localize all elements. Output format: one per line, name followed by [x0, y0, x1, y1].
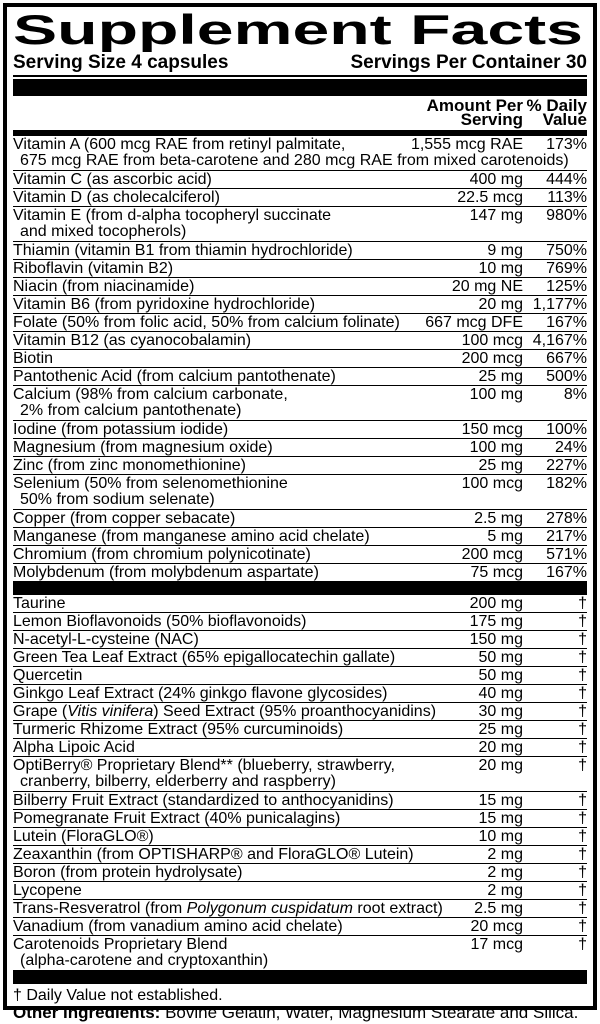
nutrient-row	[13, 721, 587, 739]
nutrient-name: Turmeric Rhizome Extract (95% curcuminoids)	[13, 721, 344, 738]
nutrient-daily-value: 278%	[546, 510, 587, 527]
nutrient-row	[13, 510, 587, 528]
nutrient-daily-value: †	[578, 810, 587, 827]
nutrient-row-line1	[13, 260, 587, 277]
nutrient-name: Manganese (from manganese amino acid chelate)	[13, 528, 370, 545]
nutrient-name: Lutein (FloraGLO®)	[13, 828, 154, 845]
nutrient-daily-value: †	[578, 613, 587, 630]
nutrient-name: Biotin	[13, 350, 54, 367]
nutrient-amount: 2 mg	[487, 846, 523, 863]
botanicals-section	[13, 595, 587, 970]
nutrient-daily-value: 750%	[546, 242, 587, 259]
nutrient-row	[13, 918, 587, 936]
title-wrap	[13, 7, 587, 52]
nutrient-name: Vitamin D (as cholecalciferol)	[13, 189, 220, 206]
nutrient-row-line1	[13, 296, 587, 313]
nutrient-amount: 30 mg	[478, 703, 523, 720]
nutrient-name: Vitamin E (from d-alpha tocopheryl succinate	[13, 207, 332, 224]
nutrient-row-line1	[13, 613, 587, 630]
nutrient-amount: 50 mg	[478, 667, 523, 684]
nutrient-name: N-acetyl-L-cysteine (NAC)	[13, 631, 199, 648]
nutrient-amount: 10 mg	[478, 828, 523, 845]
nutrient-daily-value: †	[578, 595, 587, 612]
nutrient-daily-value: †	[578, 685, 587, 702]
footnote-divider-bar	[13, 970, 587, 984]
nutrient-amount: 200 mg	[469, 595, 523, 612]
nutrient-row	[13, 613, 587, 631]
nutrient-row	[13, 136, 587, 171]
nutrient-row-line1	[13, 136, 587, 153]
nutrient-daily-value: †	[578, 667, 587, 684]
nutrient-row-line1	[13, 685, 587, 702]
nutrient-daily-value: †	[578, 631, 587, 648]
nutrient-daily-value: 167%	[546, 564, 587, 581]
nutrient-row	[13, 457, 587, 475]
nutrient-daily-value: 125%	[546, 278, 587, 295]
nutrient-daily-value: 173%	[546, 136, 587, 153]
nutrient-row-line1	[13, 757, 587, 774]
nutrient-name: Lemon Bioflavonoids (50% bioflavonoids)	[13, 613, 307, 630]
nutrient-row	[13, 386, 587, 421]
nutrient-row-line1	[13, 207, 587, 224]
nutrient-row-line1	[13, 171, 587, 188]
nutrient-daily-value: 113%	[547, 189, 587, 206]
nutrient-row-line1	[13, 546, 587, 563]
nutrient-daily-value: †	[578, 864, 587, 881]
nutrient-daily-value: †	[578, 828, 587, 845]
vitamins-minerals-section	[13, 136, 587, 581]
nutrient-name: Zeaxanthin (from OPTISHARP® and FloraGLO® Lutein)	[13, 846, 414, 863]
other-ingredients	[13, 1004, 593, 1022]
nutrient-row	[13, 810, 587, 828]
nutrient-name: Riboflavin (vitamin B2)	[13, 260, 174, 277]
nutrient-amount: 20 mg	[478, 739, 523, 756]
nutrient-row	[13, 703, 587, 721]
nutrient-row-line1	[13, 864, 587, 881]
nutrient-name: Vitamin C (as ascorbic acid)	[13, 171, 212, 188]
nutrient-amount: 10 mg	[478, 260, 523, 277]
nutrient-row	[13, 314, 587, 332]
column-headers	[13, 96, 587, 130]
nutrient-name: Lycopene	[13, 882, 82, 899]
nutrient-daily-value: 667%	[546, 350, 587, 367]
nutrient-row-line1	[13, 314, 587, 331]
nutrient-row	[13, 564, 587, 581]
nutrient-row	[13, 207, 587, 242]
nutrient-row-line1	[13, 457, 587, 474]
nutrient-row-line1	[13, 189, 587, 206]
other-ingredients-text: Bovine Gelatin, Water, Magnesium Stearate and Silica.	[160, 1003, 579, 1022]
nutrient-name-line2: (alpha-carotene and cryptoxanthin)	[20, 952, 269, 969]
nutrient-name: OptiBerry® Proprietary Blend** (blueberry, strawberry,	[13, 757, 395, 774]
nutrient-daily-value: 980%	[546, 207, 587, 224]
nutrient-name: Trans-Resveratrol (from Polygonum cuspidatum root extract)	[13, 900, 443, 917]
nutrient-row	[13, 864, 587, 882]
nutrient-daily-value: †	[578, 739, 587, 756]
nutrient-name: Thiamin (vitamin B1 from thiamin hydrochloride)	[13, 242, 353, 259]
nutrient-name: Vitamin B6 (from pyridoxine hydrochloride)	[13, 296, 316, 313]
column-header-dv-line1: % Daily	[526, 96, 587, 115]
nutrient-name: Boron (from protein hydrolysate)	[13, 864, 243, 881]
nutrient-row	[13, 936, 587, 970]
nutrient-row	[13, 439, 587, 457]
nutrient-row-line1	[13, 846, 587, 863]
nutrient-row	[13, 900, 587, 918]
nutrient-daily-value: †	[578, 882, 587, 899]
nutrient-row-line1	[13, 242, 587, 259]
nutrient-name-line2: and mixed tocopherols)	[20, 223, 187, 240]
nutrient-name: Quercetin	[13, 667, 83, 684]
nutrient-daily-value: †	[578, 900, 587, 917]
nutrient-amount: 100 mcg	[461, 475, 523, 492]
nutrient-amount: 25 mg	[478, 721, 523, 738]
nutrient-amount: 667 mcg DFE	[425, 314, 523, 331]
nutrient-name: Grape (Vitis vinifera) Seed Extract (95% proanthocyanidins)	[13, 703, 437, 720]
nutrient-amount: 15 mg	[478, 810, 523, 827]
nutrient-amount: 2 mg	[487, 864, 523, 881]
nutrient-daily-value: †	[578, 703, 587, 720]
nutrient-row	[13, 792, 587, 810]
nutrient-daily-value: †	[578, 721, 587, 738]
nutrient-row-line1	[13, 510, 587, 527]
nutrient-row-line1	[13, 667, 587, 684]
daily-value-footnote: † Daily Value not established.	[13, 987, 223, 1004]
nutrient-daily-value: 8%	[563, 386, 587, 403]
nutrient-daily-value: 167%	[546, 314, 587, 331]
nutrient-name: Vanadium (from vanadium amino acid chelate)	[13, 918, 343, 935]
nutrient-row-line1	[13, 368, 587, 385]
nutrient-row-line1	[13, 936, 587, 953]
nutrient-row	[13, 421, 587, 439]
nutrient-name: Vitamin A (600 mcg RAE from retinyl palmitate,	[13, 136, 346, 153]
nutrient-name: Iodine (from potassium iodide)	[13, 421, 229, 438]
nutrient-row-line1	[13, 528, 587, 545]
nutrient-amount: 15 mg	[478, 792, 523, 809]
nutrient-daily-value: 769%	[546, 260, 587, 277]
nutrient-row-line1	[13, 278, 587, 295]
nutrient-daily-value: 4,167%	[532, 332, 587, 349]
nutrient-row-line1	[13, 439, 587, 456]
nutrient-daily-value: 1,177%	[532, 296, 587, 313]
nutrient-row-line1	[13, 721, 587, 738]
column-header-dv-line2: Value	[542, 110, 587, 129]
nutrient-row-line1	[13, 810, 587, 827]
nutrient-amount: 9 mg	[487, 242, 523, 259]
nutrient-row	[13, 368, 587, 386]
servings-per-container: Servings Per Container 30	[350, 52, 587, 73]
nutrient-daily-value: †	[578, 846, 587, 863]
nutrient-amount: 5 mg	[487, 528, 523, 545]
nutrient-row	[13, 685, 587, 703]
nutrient-amount: 25 mg	[478, 368, 523, 385]
nutrient-name: Bilberry Fruit Extract (standardized to anthocyanidins)	[13, 792, 394, 809]
nutrient-amount: 40 mg	[478, 685, 523, 702]
nutrient-name: Vitamin B12 (as cyanocobalamin)	[13, 332, 252, 349]
nutrient-name-line2: cranberry, bilberry, elderberry and raspberry)	[20, 773, 336, 790]
column-header-amount-line1: Amount Per	[426, 96, 523, 115]
nutrient-amount: 75 mcg	[470, 564, 523, 581]
nutrient-daily-value: 444%	[546, 171, 587, 188]
nutrient-amount: 20 mg	[478, 757, 523, 774]
nutrient-amount: 175 mg	[469, 613, 523, 630]
nutrient-amount: 150 mcg	[461, 421, 523, 438]
nutrient-name: Copper (from copper sebacate)	[13, 510, 236, 527]
nutrient-row-line1	[13, 421, 587, 438]
column-header-amount-line2: Serving	[460, 110, 523, 129]
serving-info-row	[13, 52, 587, 77]
nutrient-daily-value: 571%	[546, 546, 587, 563]
nutrient-name: Magnesium (from magnesium oxide)	[13, 439, 273, 456]
nutrient-name: Taurine	[13, 595, 66, 612]
nutrient-amount: 1,555 mcg RAE	[410, 136, 523, 153]
nutrient-row-line1	[13, 595, 587, 612]
nutrient-amount: 2.5 mg	[474, 900, 523, 917]
nutrient-row-line1	[13, 332, 587, 349]
nutrient-row	[13, 242, 587, 260]
nutrient-row-line1	[13, 792, 587, 809]
nutrient-amount: 200 mcg	[461, 546, 523, 563]
nutrient-amount: 2 mg	[487, 882, 523, 899]
nutrient-name: Selenium (50% from selenomethionine	[13, 475, 288, 492]
nutrient-row	[13, 278, 587, 296]
nutrient-row-line1	[13, 918, 587, 935]
section-divider-bar	[13, 581, 587, 595]
nutrient-amount: 200 mcg	[461, 350, 523, 367]
nutrient-amount: 20 mcg	[470, 918, 523, 935]
nutrient-daily-value: 182%	[546, 475, 587, 492]
title-svg	[13, 10, 587, 52]
serving-size: Serving Size 4 capsules	[13, 52, 229, 73]
page-title: Supplement Facts	[13, 10, 583, 52]
supplement-facts-panel	[3, 3, 597, 1010]
nutrient-name-line2: 2% from calcium pantothenate)	[20, 402, 242, 419]
nutrient-row-line1	[13, 649, 587, 666]
nutrient-row	[13, 828, 587, 846]
nutrient-amount: 22.5 mcg	[457, 189, 523, 206]
nutrient-row-line1	[13, 475, 587, 492]
nutrient-daily-value: 100%	[546, 421, 587, 438]
nutrient-row	[13, 631, 587, 649]
nutrient-row	[13, 528, 587, 546]
nutrient-daily-value: †	[578, 792, 587, 809]
nutrient-amount: 100 mcg	[461, 332, 523, 349]
nutrient-name: Pantothenic Acid (from calcium pantothenate)	[13, 368, 336, 385]
nutrient-name: Chromium (from chromium polynicotinate)	[13, 546, 311, 563]
nutrient-row	[13, 260, 587, 278]
nutrient-amount: 20 mg	[478, 296, 523, 313]
nutrient-name: Green Tea Leaf Extract (65% epigallocatechin gallate)	[13, 649, 396, 666]
nutrient-name: Molybdenum (from molybdenum aspartate)	[13, 564, 319, 581]
nutrient-amount: 100 mg	[469, 439, 523, 456]
nutrient-daily-value: 227%	[546, 457, 587, 474]
nutrient-row-line1	[13, 703, 587, 720]
nutrient-name: Alpha Lipoic Acid	[13, 739, 135, 756]
nutrient-row	[13, 546, 587, 564]
nutrient-row-line1	[13, 564, 587, 581]
nutrient-daily-value: †	[578, 757, 587, 774]
nutrient-row-line1	[13, 631, 587, 648]
divider-bar-thick	[13, 79, 587, 96]
nutrient-name: Zinc (from zinc monomethionine)	[13, 457, 246, 474]
nutrient-amount: 50 mg	[478, 649, 523, 666]
nutrient-amount: 147 mg	[469, 207, 523, 224]
nutrient-row	[13, 649, 587, 667]
nutrient-amount: 100 mg	[469, 386, 523, 403]
nutrient-name-line2: 50% from sodium selenate)	[20, 491, 215, 508]
nutrient-row-line1	[13, 386, 587, 403]
nutrient-row	[13, 739, 587, 757]
nutrient-daily-value: 24%	[554, 439, 587, 456]
nutrient-name: Ginkgo Leaf Extract (24% ginkgo flavone glycosides)	[13, 685, 388, 702]
nutrient-row-line1	[13, 828, 587, 845]
nutrient-daily-value: †	[578, 918, 587, 935]
nutrient-amount: 2.5 mg	[474, 510, 523, 527]
nutrient-row	[13, 171, 587, 189]
nutrient-row-line1	[13, 739, 587, 756]
nutrient-row	[13, 475, 587, 510]
nutrient-row	[13, 332, 587, 350]
column-header-amount	[426, 96, 523, 129]
nutrient-amount: 25 mg	[478, 457, 523, 474]
nutrient-row-line1	[13, 900, 587, 917]
nutrient-daily-value: †	[578, 936, 587, 953]
nutrient-daily-value: 500%	[546, 368, 587, 385]
nutrient-daily-value: 217%	[546, 528, 587, 545]
nutrient-row	[13, 595, 587, 613]
nutrient-row-line1	[13, 882, 587, 899]
column-header-daily-value	[523, 96, 587, 129]
nutrient-row-line1	[13, 350, 587, 367]
nutrient-name: Pomegranate Fruit Extract (40% punicalagins)	[13, 810, 341, 827]
nutrient-amount: 150 mg	[469, 631, 523, 648]
nutrient-name: Calcium (98% from calcium carbonate,	[13, 386, 288, 403]
nutrient-row	[13, 667, 587, 685]
nutrient-row	[13, 350, 587, 368]
nutrient-name: Niacin (from niacinamide)	[13, 278, 195, 295]
nutrient-amount: 20 mg NE	[451, 278, 523, 295]
nutrient-name-line2: 675 mcg RAE from beta-carotene and 280 mcg RAE from mixed carotenoids)	[20, 152, 569, 169]
nutrient-daily-value: †	[578, 649, 587, 666]
nutrient-name: Folate (50% from folic acid, 50% from calcium folinate)	[13, 314, 400, 331]
nutrient-name: Carotenoids Proprietary Blend	[13, 936, 228, 953]
nutrient-row	[13, 757, 587, 792]
nutrient-amount: 17 mcg	[470, 936, 523, 953]
other-ingredients-label: Other Ingredients:	[13, 1003, 161, 1022]
nutrient-amount: 400 mg	[469, 171, 523, 188]
nutrient-row	[13, 296, 587, 314]
nutrient-row	[13, 189, 587, 207]
nutrient-row	[13, 846, 587, 864]
nutrient-row	[13, 882, 587, 900]
